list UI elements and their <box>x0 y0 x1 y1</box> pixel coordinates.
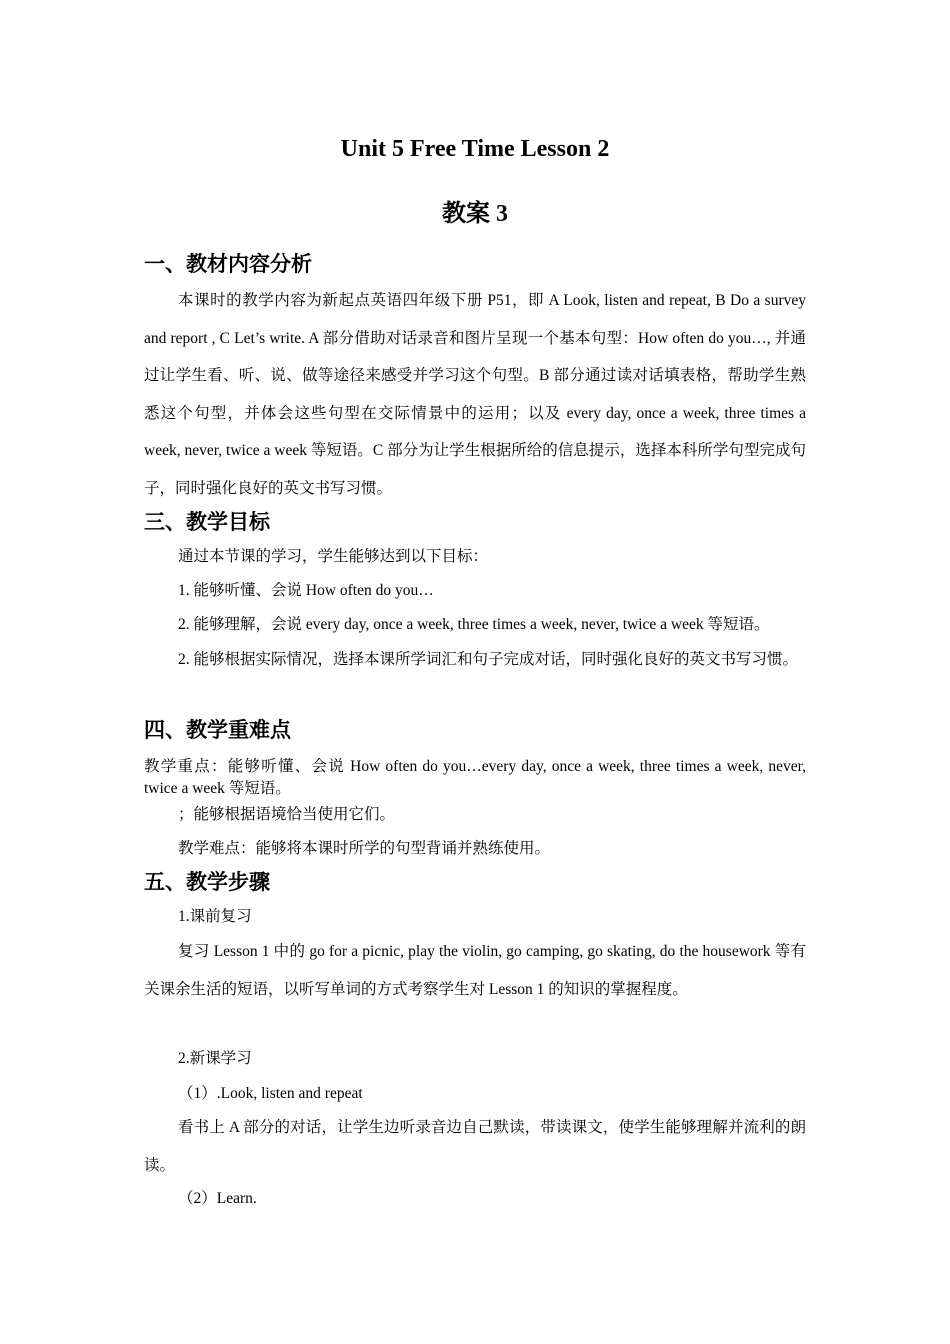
step-2-1-text: 看书上 A 部分的对话，让学生边听录音边自己默读，带读课文，使学生能够理解并流利的朗读。 <box>144 1119 806 1174</box>
step-2-2-title: （2）Learn. <box>178 1190 257 1207</box>
content-analysis-paragraph: 本课时的教学内容为新起点英语四年级下册 P51，即 A Look, listen and repeat, B Do a survey and report , C Let’s write. A 部分借助对话录音和图片呈现一个基本句型：How often do you…, 并通过让学生看、听、说、做等途径来感受并学习这个句型。B 部分通过读对话填表格，帮助学生熟悉这个句型，并体会这些句型在交际情景中的运用；以及 every day, once a week, three times a week, never, twice a week 等短语。C 部分为让学生根据所给的信息提示，选择本科所学句型完成句子，同时强化良好的英文书写习惯。 <box>144 292 806 497</box>
section-heading-key-points: 四、教学重难点 <box>144 718 291 742</box>
goal-item-1: 1. 能够听懂、会说 How often do you… <box>178 582 434 599</box>
goals-intro: 通过本节课的学习，学生能够达到以下目标： <box>178 548 489 565</box>
document-title: Unit 5 Free Time Lesson 2 <box>340 136 610 162</box>
step-1-text: 复习 Lesson 1 中的 go for a picnic, play the violin, go camping, go skating, do the housework 等有关课余生活的短语，以听写单词的方式考察学生对 Lesson 1 的知识的掌握程度。 <box>144 943 806 998</box>
key-point-continuation: ；能够根据语境恰当使用它们。 <box>178 806 396 823</box>
section-heading-teaching-goals: 三、教学目标 <box>144 510 270 534</box>
step-2-1-title: （1）.Look, listen and repeat <box>178 1085 363 1102</box>
goal-item-2: 2. 能够理解，会说 every day, once a week, three times a week, never, twice a week 等短语。 <box>178 616 770 633</box>
key-point-text: 教学重点：能够听懂、会说 How often do you…every day, once a week, three times a week, never, twice a week 等短语。 <box>144 758 806 797</box>
document-subtitle: 教案 3 <box>442 201 508 227</box>
section-heading-content-analysis: 一、教材内容分析 <box>144 252 312 276</box>
difficulty-text: 教学难点：能够将本课时所学的句型背诵并熟练使用。 <box>178 840 551 857</box>
step-2-title: 2.新课学习 <box>178 1050 252 1067</box>
section-heading-teaching-steps: 五、教学步骤 <box>144 870 270 894</box>
goal-item-3: 2. 能够根据实际情况，选择本课所学词汇和句子完成对话，同时强化良好的英文书写习惯。 <box>178 651 799 668</box>
step-1-title: 1.课前复习 <box>178 908 252 925</box>
